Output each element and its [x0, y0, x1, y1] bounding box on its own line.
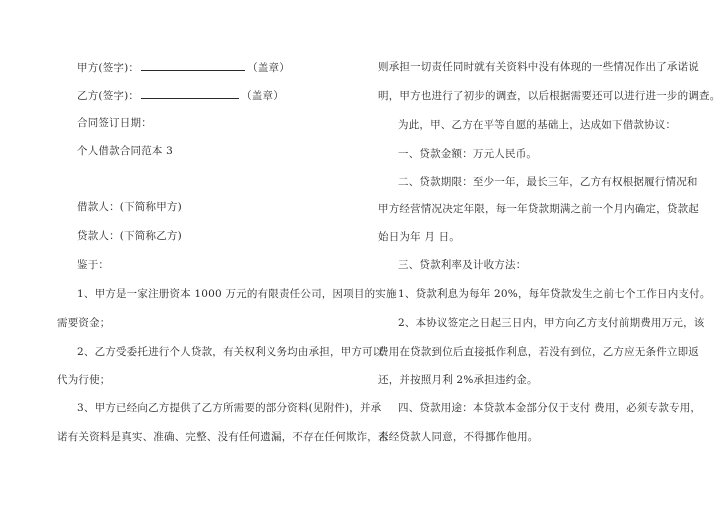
- party-a-stamp: （盖章）: [247, 62, 290, 74]
- clause-3-line-1: 3、甲方已经向乙方提供了乙方所需要的部分资料(见附件)，并承: [77, 402, 382, 414]
- party-a-signature-blank: [141, 60, 245, 71]
- item-2-line-1: 二、贷款期限：至少一年，最长三年，乙方有权根据履行情况和: [398, 176, 698, 188]
- continuation-line-2: 明，甲方也进行了初步的调查，以后根据需要还可以进行进一步的调查。: [378, 90, 720, 102]
- item-3-1: 1、贷款利息为每年 20%，每年贷款发生之前七个工作日内支付。: [398, 288, 711, 300]
- sign-date: 合同签订日期：: [77, 117, 152, 129]
- item-1-loan-amount: 一、贷款金额：万元人民币。: [398, 148, 538, 160]
- lender-line: 贷款人：(下简称乙方): [77, 230, 182, 242]
- party-b-stamp: （盖章）: [241, 90, 284, 102]
- party-a-label: 甲方(签字)：: [77, 62, 140, 74]
- party-b-signature-line: [77, 88, 284, 103]
- item-3-2-line-3: 还，并按照月利 2%承担违约金。: [378, 374, 538, 386]
- item-2-line-3: 始日为年 月 日。: [378, 231, 460, 243]
- item-4-line-2: 未经贷款人同意，不得挪作他用。: [378, 431, 539, 443]
- borrower-line: 借款人：(下简称甲方): [77, 201, 182, 213]
- item-3-2-line-2: 费用在贷款到位后直接抵作利息，若没有到位，乙方应无条件立即返: [378, 346, 699, 358]
- item-4-line-1: 四、贷款用途：本贷款本金部分仅于支付 费用，必须专款专用，: [398, 402, 702, 414]
- party-b-label: 乙方(签字)：: [77, 90, 140, 102]
- item-3-2-line-1: 2、本协议签定之日起三日内，甲方向乙方支付前期费用万元，该: [398, 317, 705, 329]
- continuation-line-1: 则承担一切责任同时就有关资料中没有体现的一些情况作出了承诺说: [378, 61, 699, 73]
- whereas-heading: 鉴于：: [77, 259, 110, 271]
- clause-3-line-2: 诺有关资料是真实、准确、完整、没有任何遗漏，不存在任何欺诈，否: [57, 431, 389, 443]
- item-2-line-2: 甲方经营情况决定年限，每一年贷款期满之前一个月内确定，贷款起: [378, 203, 699, 215]
- agreement-intro: 为此，甲、乙方在平等自愿的基础上，达成如下借款协议：: [398, 119, 677, 131]
- contract-title: 个人借款合同范本 3: [77, 145, 174, 157]
- clause-2-line-1: 2、乙方受委托进行个人贷款，有关权利义务均由承担，甲方可以: [77, 346, 384, 358]
- party-b-signature-blank: [141, 88, 239, 99]
- clause-1-line-1: 1、甲方是一家注册资本 1000 万元的有限责任公司，因项目的实施: [77, 288, 397, 300]
- item-3-heading: 三、贷款利率及计收方法：: [398, 259, 527, 271]
- clause-2-line-2: 代为行使；: [57, 374, 111, 386]
- clause-1-line-2: 需要资金；: [57, 317, 111, 329]
- party-a-signature-line: [77, 60, 290, 75]
